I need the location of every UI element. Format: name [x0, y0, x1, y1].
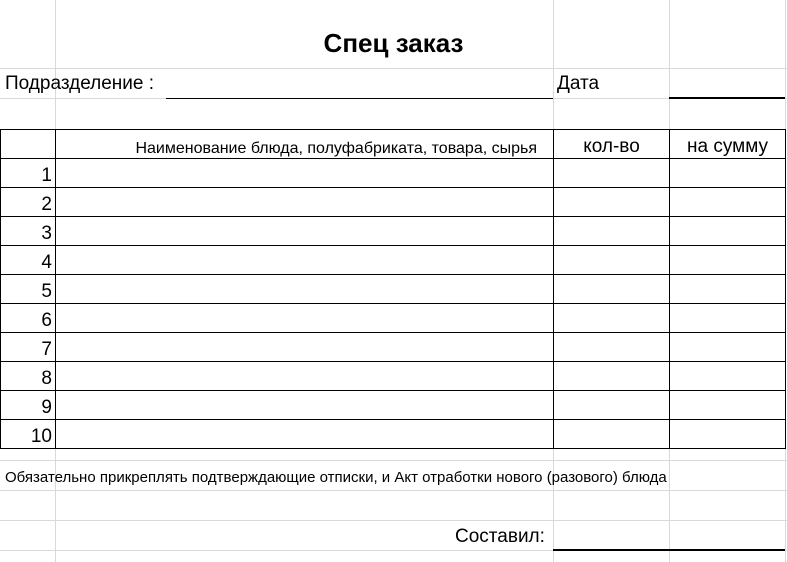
grid-line [0, 520, 787, 521]
qty-cell[interactable] [554, 391, 670, 420]
name-cell[interactable] [56, 391, 554, 420]
sum-cell[interactable] [670, 159, 786, 188]
qty-cell[interactable] [554, 304, 670, 333]
table-row [1, 420, 786, 449]
row-number: 1 [1, 159, 56, 188]
page-title: Спец заказ [323, 28, 464, 58]
qty-cell[interactable] [554, 188, 670, 217]
date-label: Дата [557, 73, 600, 94]
date-field[interactable] [669, 97, 785, 99]
table-header-row [1, 130, 786, 159]
note-text: Обязательно прикреплять подтверждающие отписки, и Акт отработки нового (разового) блюда [5, 469, 667, 486]
table-row [1, 246, 786, 275]
header-sum: на сумму [670, 130, 786, 159]
name-cell[interactable] [56, 333, 554, 362]
row-number: 10 [1, 420, 56, 449]
header-name: Наименование блюда, полуфабриката, товара, сырья [56, 130, 554, 159]
row-number: 6 [1, 304, 56, 333]
sum-cell[interactable] [670, 275, 786, 304]
row-number: 7 [1, 333, 56, 362]
qty-cell[interactable] [554, 333, 670, 362]
header-number-cell [1, 130, 56, 159]
table-row [1, 188, 786, 217]
row-number: 2 [1, 188, 56, 217]
qty-cell[interactable] [554, 275, 670, 304]
name-cell[interactable] [56, 159, 554, 188]
sum-cell[interactable] [670, 333, 786, 362]
qty-cell[interactable] [554, 217, 670, 246]
table-row [1, 391, 786, 420]
table-row [1, 275, 786, 304]
grid-line [0, 460, 787, 461]
order-table [0, 129, 786, 449]
table-row [1, 362, 786, 391]
header-qty: кол-во [554, 130, 670, 159]
name-cell[interactable] [56, 188, 554, 217]
subdivision-label: Подразделение : [5, 73, 155, 94]
composed-label: Составил: [455, 526, 545, 547]
name-cell[interactable] [56, 420, 554, 449]
qty-cell[interactable] [554, 420, 670, 449]
sum-cell[interactable] [670, 420, 786, 449]
grid-line [0, 490, 787, 491]
sum-cell[interactable] [670, 217, 786, 246]
sum-cell[interactable] [670, 246, 786, 275]
row-number: 4 [1, 246, 56, 275]
row-number: 8 [1, 362, 56, 391]
name-cell[interactable] [56, 304, 554, 333]
sum-cell[interactable] [670, 391, 786, 420]
sum-cell[interactable] [670, 304, 786, 333]
table-row [1, 333, 786, 362]
row-number: 3 [1, 217, 56, 246]
table-row [1, 159, 786, 188]
qty-cell[interactable] [554, 362, 670, 391]
sum-cell[interactable] [670, 188, 786, 217]
subdivision-field[interactable] [166, 98, 553, 99]
name-cell[interactable] [56, 275, 554, 304]
name-cell[interactable] [56, 246, 554, 275]
row-number: 5 [1, 275, 56, 304]
qty-cell[interactable] [554, 246, 670, 275]
name-cell[interactable] [56, 217, 554, 246]
table-row [1, 217, 786, 246]
name-cell[interactable] [56, 362, 554, 391]
table-row [1, 304, 786, 333]
composed-field[interactable] [553, 549, 785, 551]
grid-line [0, 68, 787, 69]
sum-cell[interactable] [670, 362, 786, 391]
row-number: 9 [1, 391, 56, 420]
qty-cell[interactable] [554, 159, 670, 188]
